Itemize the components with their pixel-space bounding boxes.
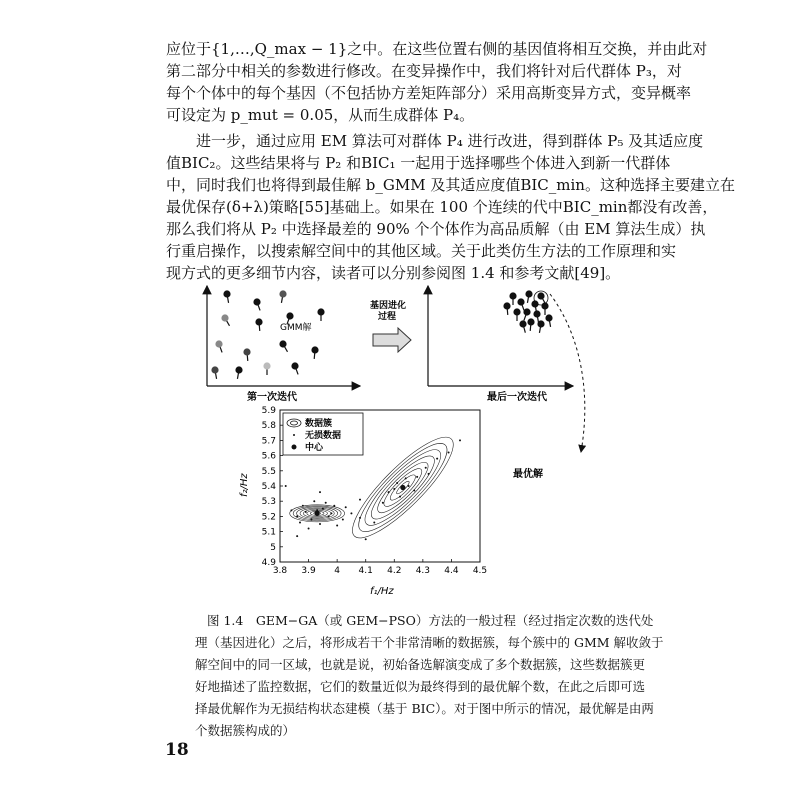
figure-caption: [195, 610, 664, 742]
solution-dot: [525, 290, 532, 297]
x-tick-label: 4.3: [415, 566, 431, 576]
data-point: [416, 476, 418, 478]
text-line: 可设定为 p_mut = 0.05，从而生成群体 P₄。: [166, 106, 475, 124]
data-point: [322, 508, 324, 510]
data-point: [336, 525, 338, 527]
data-point: [319, 491, 321, 493]
solution-dot: [211, 366, 218, 373]
figure-svg: [195, 282, 625, 600]
solution-dot: [255, 318, 262, 325]
solution-dot: [263, 362, 270, 369]
text-line: 最优保存(δ+λ)策略[55]基础上。如果在 100 个连续的代中BIC_min都没有改善，: [166, 198, 718, 216]
data-point: [305, 511, 307, 513]
x-axis-label: f₁/Hz: [370, 586, 394, 597]
y-axis-label: f₂/Hz: [239, 473, 250, 497]
x-tick-label: 3.8: [272, 566, 288, 576]
legend: [283, 413, 363, 455]
data-point: [428, 473, 430, 475]
caption-line: 好地描述了监控数据，它们的数量近似为最终得到的最优解个数，在此之后即可选: [195, 679, 646, 694]
left-panel: [207, 286, 360, 403]
solution-dot: [537, 292, 544, 299]
data-point: [308, 528, 310, 530]
solution-dot: [317, 308, 324, 315]
text-line: 应位于{1,…,Q_max − 1}之中。在这些位置右侧的基因值将相互交换，并由此对: [166, 40, 708, 58]
solution-dot: [517, 298, 524, 305]
legend-center-icon: [292, 445, 297, 450]
text-line: 那么我们将从 P₂ 中选择最差的 90% 个个体作为高品质解（由 EM 算法生成）执: [166, 220, 706, 238]
solution-dot: [545, 314, 552, 321]
paragraph-1: [166, 38, 708, 126]
solution-dot: [503, 302, 510, 309]
solution-dot: [527, 318, 534, 325]
text-line: 值BIC₂。这些结果将与 P₂ 和BIC₁ 一起用于选择哪些个体进入到新一代群体: [166, 154, 671, 172]
solution-dot: [235, 366, 242, 373]
y-tick-label: 5.4: [261, 482, 276, 492]
legend-undamaged-label: 无损数据: [305, 431, 342, 441]
solution-dot: [279, 290, 286, 297]
solution-dot: [279, 340, 286, 347]
caption-line: 理（基因进化）之后，将形成若干个非常清晰的数据簇，每个簇中的 GMM 解收敛于: [195, 635, 664, 650]
x-tick-label: 4.4: [444, 566, 459, 576]
solution-dot: [223, 290, 230, 297]
y-tick-label: 5.7: [261, 436, 276, 447]
data-point: [413, 490, 415, 492]
arrow-label-1: 基因进化: [370, 301, 407, 311]
legend-center-label: 中心: [305, 443, 324, 453]
data-point: [342, 518, 344, 520]
caption-line: 解空间中的同一区域，也就是说，初始备选解演变成了多个数据簇，这些数据簇更: [195, 657, 646, 672]
best-solution-dashed-arrow: [550, 294, 585, 452]
solution-dot: [253, 298, 260, 305]
data-point: [388, 491, 390, 493]
x-tick-label: 3.9: [301, 566, 316, 576]
x-tick-label: 4.2: [387, 566, 402, 576]
data-point: [328, 515, 330, 517]
data-point: [350, 512, 352, 514]
data-point: [408, 485, 410, 487]
gmm-contour-plot: [239, 406, 487, 597]
gmm-label: GMM解: [280, 323, 312, 333]
text-line: 现方式的更多细节内容，读者可以分别参阅图 1.4 和参考文献[49]。: [166, 264, 621, 282]
data-point: [399, 496, 401, 498]
data-point: [333, 505, 335, 507]
solution-dot: [509, 292, 516, 299]
paragraph-2: [166, 130, 735, 284]
data-point: [448, 452, 450, 454]
text-line: 第二部分中相关的参数进行修改。在变异操作中，我们将针对后代群体 P₃，对: [166, 62, 682, 80]
right-panel-label: 最后一次迭代: [487, 392, 547, 403]
x-tick-label: 4.5: [472, 566, 488, 576]
solution-dot: [215, 340, 222, 347]
data-point: [405, 477, 407, 479]
y-tick-label: 5.8: [261, 421, 276, 432]
data-point: [325, 502, 327, 504]
process-arrow-icon: [373, 328, 411, 352]
data-point: [330, 512, 332, 514]
y-tick-label: 5.3: [261, 497, 276, 508]
caption-line: 图 1.4 GEM−GA（或 GEM−PSO）方法的一般过程（经过指定次数的迭代处: [207, 613, 654, 628]
figure-1-4: [195, 282, 625, 600]
text-line: 中，同时我们也将得到最佳解 b_GMM 及其适应度值BIC_min。这种选择主要建立在: [166, 176, 735, 194]
initial-solutions: [211, 290, 324, 378]
cluster-center: [315, 511, 320, 516]
text-line: 进一步，通过应用 EM 算法可对群体 P₄ 进行改进，得到群体 P₅ 及其适应度: [196, 132, 704, 150]
left-panel-label: 第一次迭代: [247, 392, 297, 403]
text-line: 每个个体中的每个基因（不包括协方差矩阵部分）采用高斯变异方式，变异概率: [166, 84, 692, 102]
data-point: [310, 518, 312, 520]
y-tick-label: 5.1: [261, 527, 276, 538]
solution-dot: [311, 346, 318, 353]
data-point: [393, 488, 395, 490]
legend-point-icon: [293, 434, 295, 436]
cluster-center: [400, 485, 405, 490]
data-point: [296, 515, 298, 517]
data-point: [373, 521, 375, 523]
solution-dot: [519, 320, 526, 327]
x-tick-label: 4: [334, 566, 341, 576]
data-point: [319, 523, 321, 525]
y-tick-label: 5.2: [261, 512, 276, 523]
best-solution-label: 最优解: [513, 469, 543, 480]
y-tick-label: 4.9: [261, 558, 276, 568]
y-tick-label: 5: [270, 542, 276, 553]
solution-dot: [533, 310, 540, 317]
evolution-arrow: [370, 299, 411, 352]
y-tick-label: 5.5: [261, 466, 276, 477]
solution-dot: [523, 308, 530, 315]
solution-dot: [291, 362, 298, 369]
data-point: [299, 521, 301, 523]
data-point: [345, 506, 347, 508]
caption-line: 个数据簇构成的）: [195, 723, 296, 738]
solution-dot: [513, 308, 520, 315]
solution-dot: [243, 348, 250, 355]
solution-dot: [537, 320, 544, 327]
caption-line: 择最优解作为无损结构状态建模（基于 BIC）。对于图中所示的情况，最优解是由两: [195, 701, 654, 716]
data-point: [459, 439, 461, 441]
y-tick-label: 5.6: [261, 451, 276, 462]
y-tick-label: 5.9: [261, 406, 276, 416]
arrow-label-2: 过程: [378, 312, 397, 322]
data-point: [285, 485, 287, 487]
data-point: [396, 482, 398, 484]
text-line: 行重启操作，以搜索解空间中的其他区域。关于此类仿生方法的工作原理和实: [166, 242, 677, 260]
data-point: [296, 535, 298, 537]
page-number: 18: [165, 740, 189, 760]
data-point: [290, 509, 292, 511]
data-point: [302, 505, 304, 507]
data-point: [425, 467, 427, 469]
data-point: [382, 502, 384, 504]
converged-solutions: [503, 290, 552, 332]
solution-dot: [221, 314, 228, 321]
data-point: [359, 499, 361, 501]
data-point: [436, 458, 438, 460]
legend-cluster-label: 数据簇: [305, 419, 333, 429]
data-point: [365, 538, 367, 540]
data-point: [313, 500, 315, 502]
solution-dot: [286, 312, 293, 319]
data-point: [359, 517, 361, 519]
x-tick-label: 4.1: [358, 566, 373, 576]
